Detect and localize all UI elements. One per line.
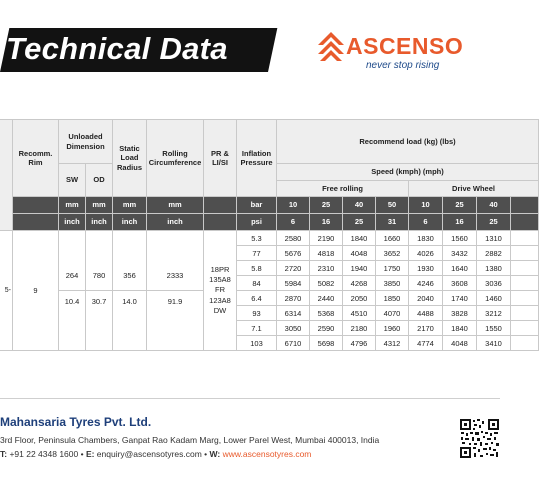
pressure-value: 77 <box>237 246 277 261</box>
unloaded-dimension-header: Unloaded Dimension <box>59 120 113 164</box>
load-value: 1840 <box>443 321 477 336</box>
load-value: 3050 <box>277 321 310 336</box>
load-value: 2720 <box>277 261 310 276</box>
table-row <box>0 291 539 306</box>
load-value: 4488 <box>409 306 443 321</box>
page-title: Technical Data <box>6 31 228 66</box>
recomm-rim-header: Recomm. Rim <box>13 120 59 197</box>
email-address[interactable]: enquiry@ascensotyres.com • <box>94 449 210 459</box>
load-value: 4312 <box>376 336 409 351</box>
ascenso-logo-icon <box>318 32 344 62</box>
slr-unit-inch: inch <box>113 214 147 231</box>
pressure-value: 5.8 <box>237 261 277 276</box>
speed-mph-cell: 16 <box>443 214 477 231</box>
speed-kmph-cell: 50 <box>376 197 409 214</box>
rc-unit-mm: mm <box>147 197 204 214</box>
load-value: 2882 <box>477 246 511 261</box>
sw-unit-inch: inch <box>59 214 86 231</box>
speed-kmph-cell: 40 <box>343 197 376 214</box>
speed-header: Speed (kmph) (mph) <box>277 164 539 181</box>
slr-mm-value: 356 <box>113 231 147 291</box>
speed-mph-cell <box>511 214 539 231</box>
technical-data-table-wrapper <box>0 119 502 348</box>
slr-unit-mm: mm <box>113 197 147 214</box>
load-value: 1850 <box>376 291 409 306</box>
load-value: 1460 <box>477 291 511 306</box>
load-value: 1380 <box>477 261 511 276</box>
static-load-radius-header: Static Load Radius <box>113 120 147 197</box>
load-value: 1940 <box>343 261 376 276</box>
pressure-value: 7.1 <box>237 321 277 336</box>
od-unit-mm: mm <box>86 197 113 214</box>
speed-kmph-cell <box>511 197 539 214</box>
rc-unit-inch: inch <box>147 214 204 231</box>
phone-number: +91 22 4348 1600 • <box>7 449 86 459</box>
load-value: 2590 <box>310 321 343 336</box>
load-value: 2180 <box>343 321 376 336</box>
load-value: 3828 <box>443 306 477 321</box>
pressure-unit-psi: psi <box>237 214 277 231</box>
pressure-value: 84 <box>237 276 277 291</box>
technical-data-table <box>0 119 539 351</box>
footer-divider <box>0 398 500 399</box>
load-value: 2190 <box>310 231 343 246</box>
load-value: 3432 <box>443 246 477 261</box>
tyre-size-cell: 5- <box>0 231 13 351</box>
speed-mph-cell: 16 <box>310 214 343 231</box>
load-value: 3410 <box>477 336 511 351</box>
speed-mph-cell: 31 <box>376 214 409 231</box>
load-value: 6710 <box>277 336 310 351</box>
load-value: 3212 <box>477 306 511 321</box>
email-label: E: <box>85 449 95 459</box>
sw-unit-mm: mm <box>59 197 86 214</box>
pressure-unit-bar: bar <box>237 197 277 214</box>
free-rolling-header: Free rolling <box>277 181 409 197</box>
rolling-circumference-header: Rolling Circumference <box>147 120 204 197</box>
pr-li-si-value: 18PR 135A8 FR 123A8 DW <box>204 231 237 351</box>
rc-mm-value: 2333 <box>147 231 204 291</box>
phone-label: T: <box>0 449 8 459</box>
load-value: 4774 <box>409 336 443 351</box>
size-header-cell <box>0 120 13 231</box>
load-value: 1830 <box>409 231 443 246</box>
load-value: 1310 <box>477 231 511 246</box>
od-mm-value: 780 <box>86 231 113 291</box>
contact-line <box>0 449 311 459</box>
recommend-load-header: Recommend load (kg) (lbs) <box>277 120 539 164</box>
load-value: 2310 <box>310 261 343 276</box>
inflation-pressure-header: Inflation Pressure <box>237 120 277 197</box>
table-row <box>0 231 539 246</box>
load-value: 4510 <box>343 306 376 321</box>
pressure-value: 93 <box>237 306 277 321</box>
sw-mm-value: 264 <box>59 231 86 291</box>
load-value <box>511 261 539 276</box>
speed-kmph-cell: 10 <box>409 197 443 214</box>
web-label: W: <box>209 449 221 459</box>
load-value: 1960 <box>376 321 409 336</box>
load-value: 3036 <box>477 276 511 291</box>
pressure-value: 5.3 <box>237 231 277 246</box>
od-header: OD <box>86 164 113 197</box>
sw-inch-value: 10.4 <box>59 291 86 351</box>
load-value: 1550 <box>477 321 511 336</box>
rc-inch-value: 91.9 <box>147 291 204 351</box>
website-link[interactable]: www.ascensotyres.com <box>220 449 312 459</box>
load-value: 2050 <box>343 291 376 306</box>
speed-mph-cell: 25 <box>477 214 511 231</box>
load-value: 4026 <box>409 246 443 261</box>
speed-kmph-cell: 25 <box>443 197 477 214</box>
sw-header: SW <box>59 164 86 197</box>
load-value: 5368 <box>310 306 343 321</box>
load-value: 2580 <box>277 231 310 246</box>
brand-name: ASCENSO <box>346 33 464 59</box>
load-value: 2170 <box>409 321 443 336</box>
speed-kmph-cell: 10 <box>277 197 310 214</box>
speed-mph-cell: 6 <box>277 214 310 231</box>
load-value <box>511 336 539 351</box>
od-inch-value: 30.7 <box>86 291 113 351</box>
load-value <box>511 321 539 336</box>
prli-unit-cell <box>204 214 237 231</box>
od-unit-inch: inch <box>86 214 113 231</box>
load-value <box>511 276 539 291</box>
speed-kmph-cell: 25 <box>310 197 343 214</box>
load-value <box>511 306 539 321</box>
rim-unit-cell <box>13 197 59 214</box>
load-value: 4070 <box>376 306 409 321</box>
drive-wheel-header: Drive Wheel <box>409 181 539 197</box>
load-value: 2040 <box>409 291 443 306</box>
load-value: 6314 <box>277 306 310 321</box>
speed-kmph-cell: 40 <box>477 197 511 214</box>
load-value: 3652 <box>376 246 409 261</box>
load-value: 2870 <box>277 291 310 306</box>
load-value: 4246 <box>409 276 443 291</box>
load-value: 1560 <box>443 231 477 246</box>
load-value: 3850 <box>376 276 409 291</box>
company-name: Mahansaria Tyres Pvt. Ltd. <box>0 415 152 429</box>
brand-tagline: never stop rising <box>366 60 440 71</box>
slr-inch-value: 14.0 <box>113 291 147 351</box>
prli-unit-cell <box>204 197 237 214</box>
speed-mph-cell: 25 <box>343 214 376 231</box>
company-address: 3rd Floor, Peninsula Chambers, Ganpat Rao Kadam Marg, Lower Parel West, Mumbai 400013, India <box>0 435 380 445</box>
load-value: 1640 <box>443 261 477 276</box>
load-value <box>511 246 539 261</box>
rim-unit-cell <box>13 214 59 231</box>
load-value: 1840 <box>343 231 376 246</box>
rim-value: 9 <box>13 231 59 351</box>
load-value: 1660 <box>376 231 409 246</box>
load-value: 3608 <box>443 276 477 291</box>
load-value: 4048 <box>343 246 376 261</box>
load-value: 4818 <box>310 246 343 261</box>
load-value <box>511 231 539 246</box>
load-value: 4796 <box>343 336 376 351</box>
load-value: 2440 <box>310 291 343 306</box>
qr-code-icon <box>459 418 500 459</box>
load-value: 4048 <box>443 336 477 351</box>
pressure-value: 6.4 <box>237 291 277 306</box>
speed-mph-cell: 6 <box>409 214 443 231</box>
load-value: 5676 <box>277 246 310 261</box>
pr-li-si-header: PR & LI/SI <box>204 120 237 197</box>
load-value: 5082 <box>310 276 343 291</box>
load-value: 4268 <box>343 276 376 291</box>
ascenso-logo <box>318 30 480 80</box>
pressure-value: 103 <box>237 336 277 351</box>
load-value: 1740 <box>443 291 477 306</box>
load-value: 1750 <box>376 261 409 276</box>
load-value: 5984 <box>277 276 310 291</box>
load-value <box>511 291 539 306</box>
load-value: 5698 <box>310 336 343 351</box>
load-value: 1930 <box>409 261 443 276</box>
